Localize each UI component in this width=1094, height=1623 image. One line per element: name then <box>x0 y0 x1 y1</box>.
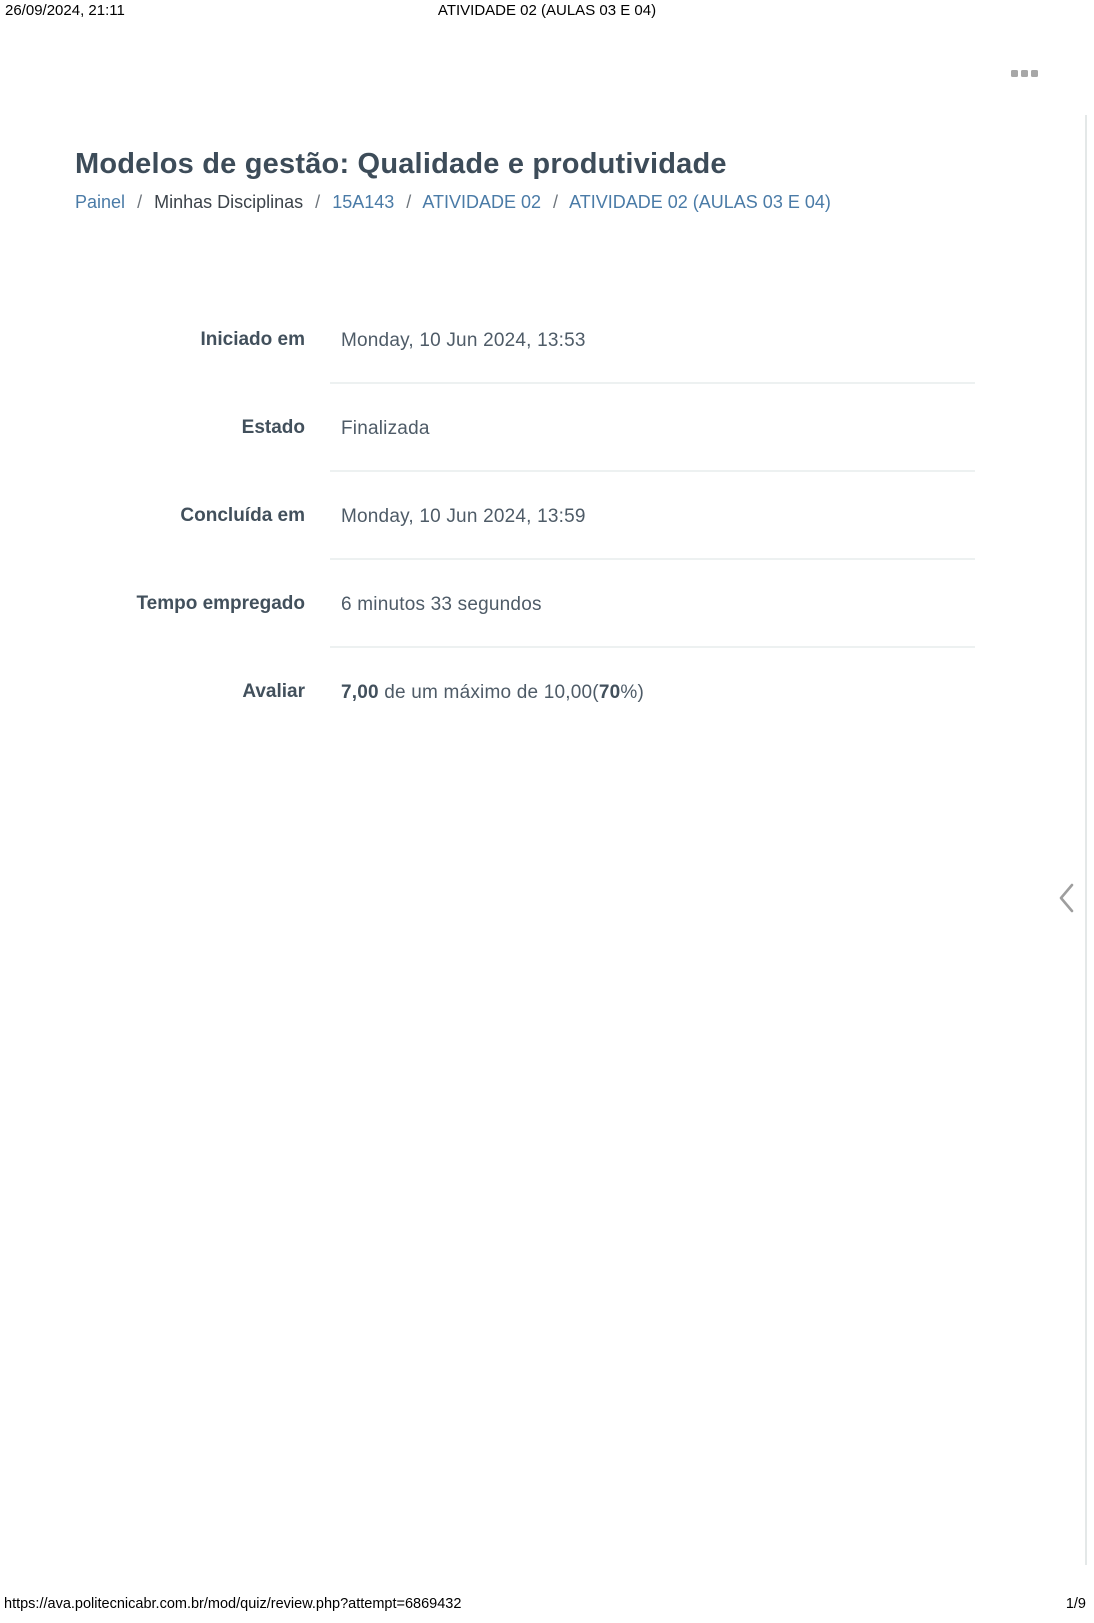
drawer-edge-divider <box>1085 115 1087 1565</box>
more-options-square <box>1011 70 1018 77</box>
table-row-started <box>75 296 975 384</box>
more-options-icon[interactable] <box>1011 70 1038 77</box>
row-value: Finalizada <box>341 417 430 439</box>
more-options-square <box>1031 70 1038 77</box>
breadcrumb-item-painel[interactable]: Painel <box>75 192 126 212</box>
grade-score: 7,00 <box>341 681 379 703</box>
print-footer-page-indicator: 1/9 <box>1065 1596 1086 1612</box>
page-title: Modelos de gestão: Qualidade e produtividade <box>75 148 727 180</box>
row-label: Iniciado em <box>200 329 305 350</box>
chevron-left-icon[interactable] <box>1057 882 1077 914</box>
table-row-time-taken <box>75 560 975 648</box>
grade-middle-text: de um máximo de 10,00( <box>378 681 599 703</box>
breadcrumb-item-minhas-disciplinas: Minhas Disciplinas <box>154 192 304 212</box>
breadcrumb <box>75 189 975 215</box>
grade-suffix-text: %) <box>620 681 644 703</box>
breadcrumb-separator: / <box>137 192 143 212</box>
print-footer-url: https://ava.politecnicabr.com.br/mod/quiz/review.php?attempt=6869432 <box>4 1596 462 1612</box>
breadcrumb-item-atividade-02-aulas[interactable]: ATIVIDADE 02 (AULAS 03 E 04) <box>569 192 831 212</box>
table-row-completed <box>75 472 975 560</box>
row-label: Avaliar <box>242 681 305 702</box>
print-header-datetime: 26/09/2024, 21:11 <box>5 2 125 19</box>
breadcrumb-item-course-code[interactable]: 15A143 <box>332 192 395 212</box>
breadcrumb-separator: / <box>406 192 412 212</box>
grade-percent: 70 <box>598 681 621 703</box>
row-value: Monday, 10 Jun 2024, 13:59 <box>341 505 586 527</box>
more-options-square <box>1021 70 1028 77</box>
breadcrumb-item-atividade-02[interactable]: ATIVIDADE 02 <box>422 192 542 212</box>
main-content <box>75 146 975 215</box>
row-value: Monday, 10 Jun 2024, 13:53 <box>341 329 586 351</box>
attempt-summary-table <box>75 296 975 736</box>
table-row-state <box>75 384 975 472</box>
row-value: 6 minutos 33 segundos <box>341 593 542 615</box>
table-row-grade <box>75 648 975 736</box>
print-header-doc-title: ATIVIDADE 02 (AULAS 03 E 04) <box>437 2 657 19</box>
row-label: Estado <box>241 417 305 438</box>
row-value-grade <box>341 679 975 706</box>
breadcrumb-separator: / <box>553 192 559 212</box>
row-label: Tempo empregado <box>136 593 305 614</box>
breadcrumb-separator: / <box>315 192 321 212</box>
row-label: Concluída em <box>180 505 305 526</box>
